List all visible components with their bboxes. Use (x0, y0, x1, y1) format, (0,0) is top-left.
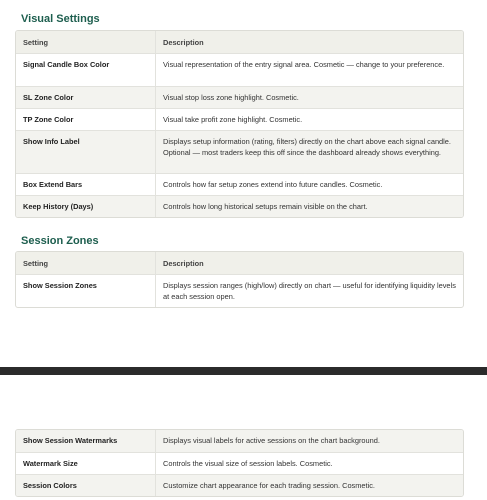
setting-name: Show Session Zones (16, 275, 156, 307)
setting-description: Controls how long historical setups remain visible on the chart. (163, 202, 368, 211)
setting-name: Keep History (Days) (16, 196, 156, 217)
table-row (16, 173, 463, 195)
setting-column-header: Setting (16, 31, 156, 53)
setting-description: Controls the visual size of session labels. Cosmetic. (163, 459, 333, 468)
setting-name: Watermark Size (16, 453, 156, 474)
setting-description: Controls how far setup zones extend into future candles. Cosmetic. (163, 180, 383, 189)
setting-name: Session Colors (16, 475, 156, 496)
setting-description: Visual take profit zone highlight. Cosmetic. (163, 115, 303, 124)
setting-name: Signal Candle Box Color (16, 54, 156, 86)
table-row (16, 452, 463, 474)
session-zones-table-continued (15, 429, 464, 497)
setting-description: Customize chart appearance for each trading session. Cosmetic. (163, 481, 375, 490)
setting-description: Visual stop loss zone highlight. Cosmetic. (163, 93, 299, 102)
setting-description: Visual representation of the entry signal area. Cosmetic — change to your preference. (163, 60, 445, 69)
setting-name: Box Extend Bars (16, 174, 156, 195)
setting-description: Displays setup information (rating, filters) directly on the chart above each signal candle. Optional — most traders keep this off since the dashboard already shows everything. (163, 137, 451, 157)
table-header-row (16, 252, 463, 274)
table-row (16, 274, 463, 307)
setting-name: Show Session Watermarks (16, 430, 156, 452)
setting-column-header: Setting (16, 252, 156, 274)
description-column-header: Description (163, 259, 204, 268)
visual-settings-table (15, 30, 464, 218)
table-row (16, 108, 463, 130)
session-zones-table (15, 251, 464, 308)
setting-name: SL Zone Color (16, 87, 156, 108)
description-column-header: Description (163, 38, 204, 47)
setting-name: Show Info Label (16, 131, 156, 173)
setting-description: Displays visual labels for active sessions on the chart background. (163, 436, 380, 445)
table-header-row (16, 31, 463, 53)
visual-settings-heading: Visual Settings (21, 13, 100, 25)
table-row (16, 430, 463, 452)
setting-name: TP Zone Color (16, 109, 156, 130)
table-row (16, 474, 463, 496)
table-row (16, 195, 463, 217)
session-zones-heading: Session Zones (21, 235, 99, 247)
table-row (16, 130, 463, 173)
setting-description: Displays session ranges (high/low) directly on chart — useful for identifying liquidity levels at each session open. (163, 281, 456, 301)
page-break-divider (0, 367, 487, 375)
table-row (16, 86, 463, 108)
table-row (16, 53, 463, 86)
